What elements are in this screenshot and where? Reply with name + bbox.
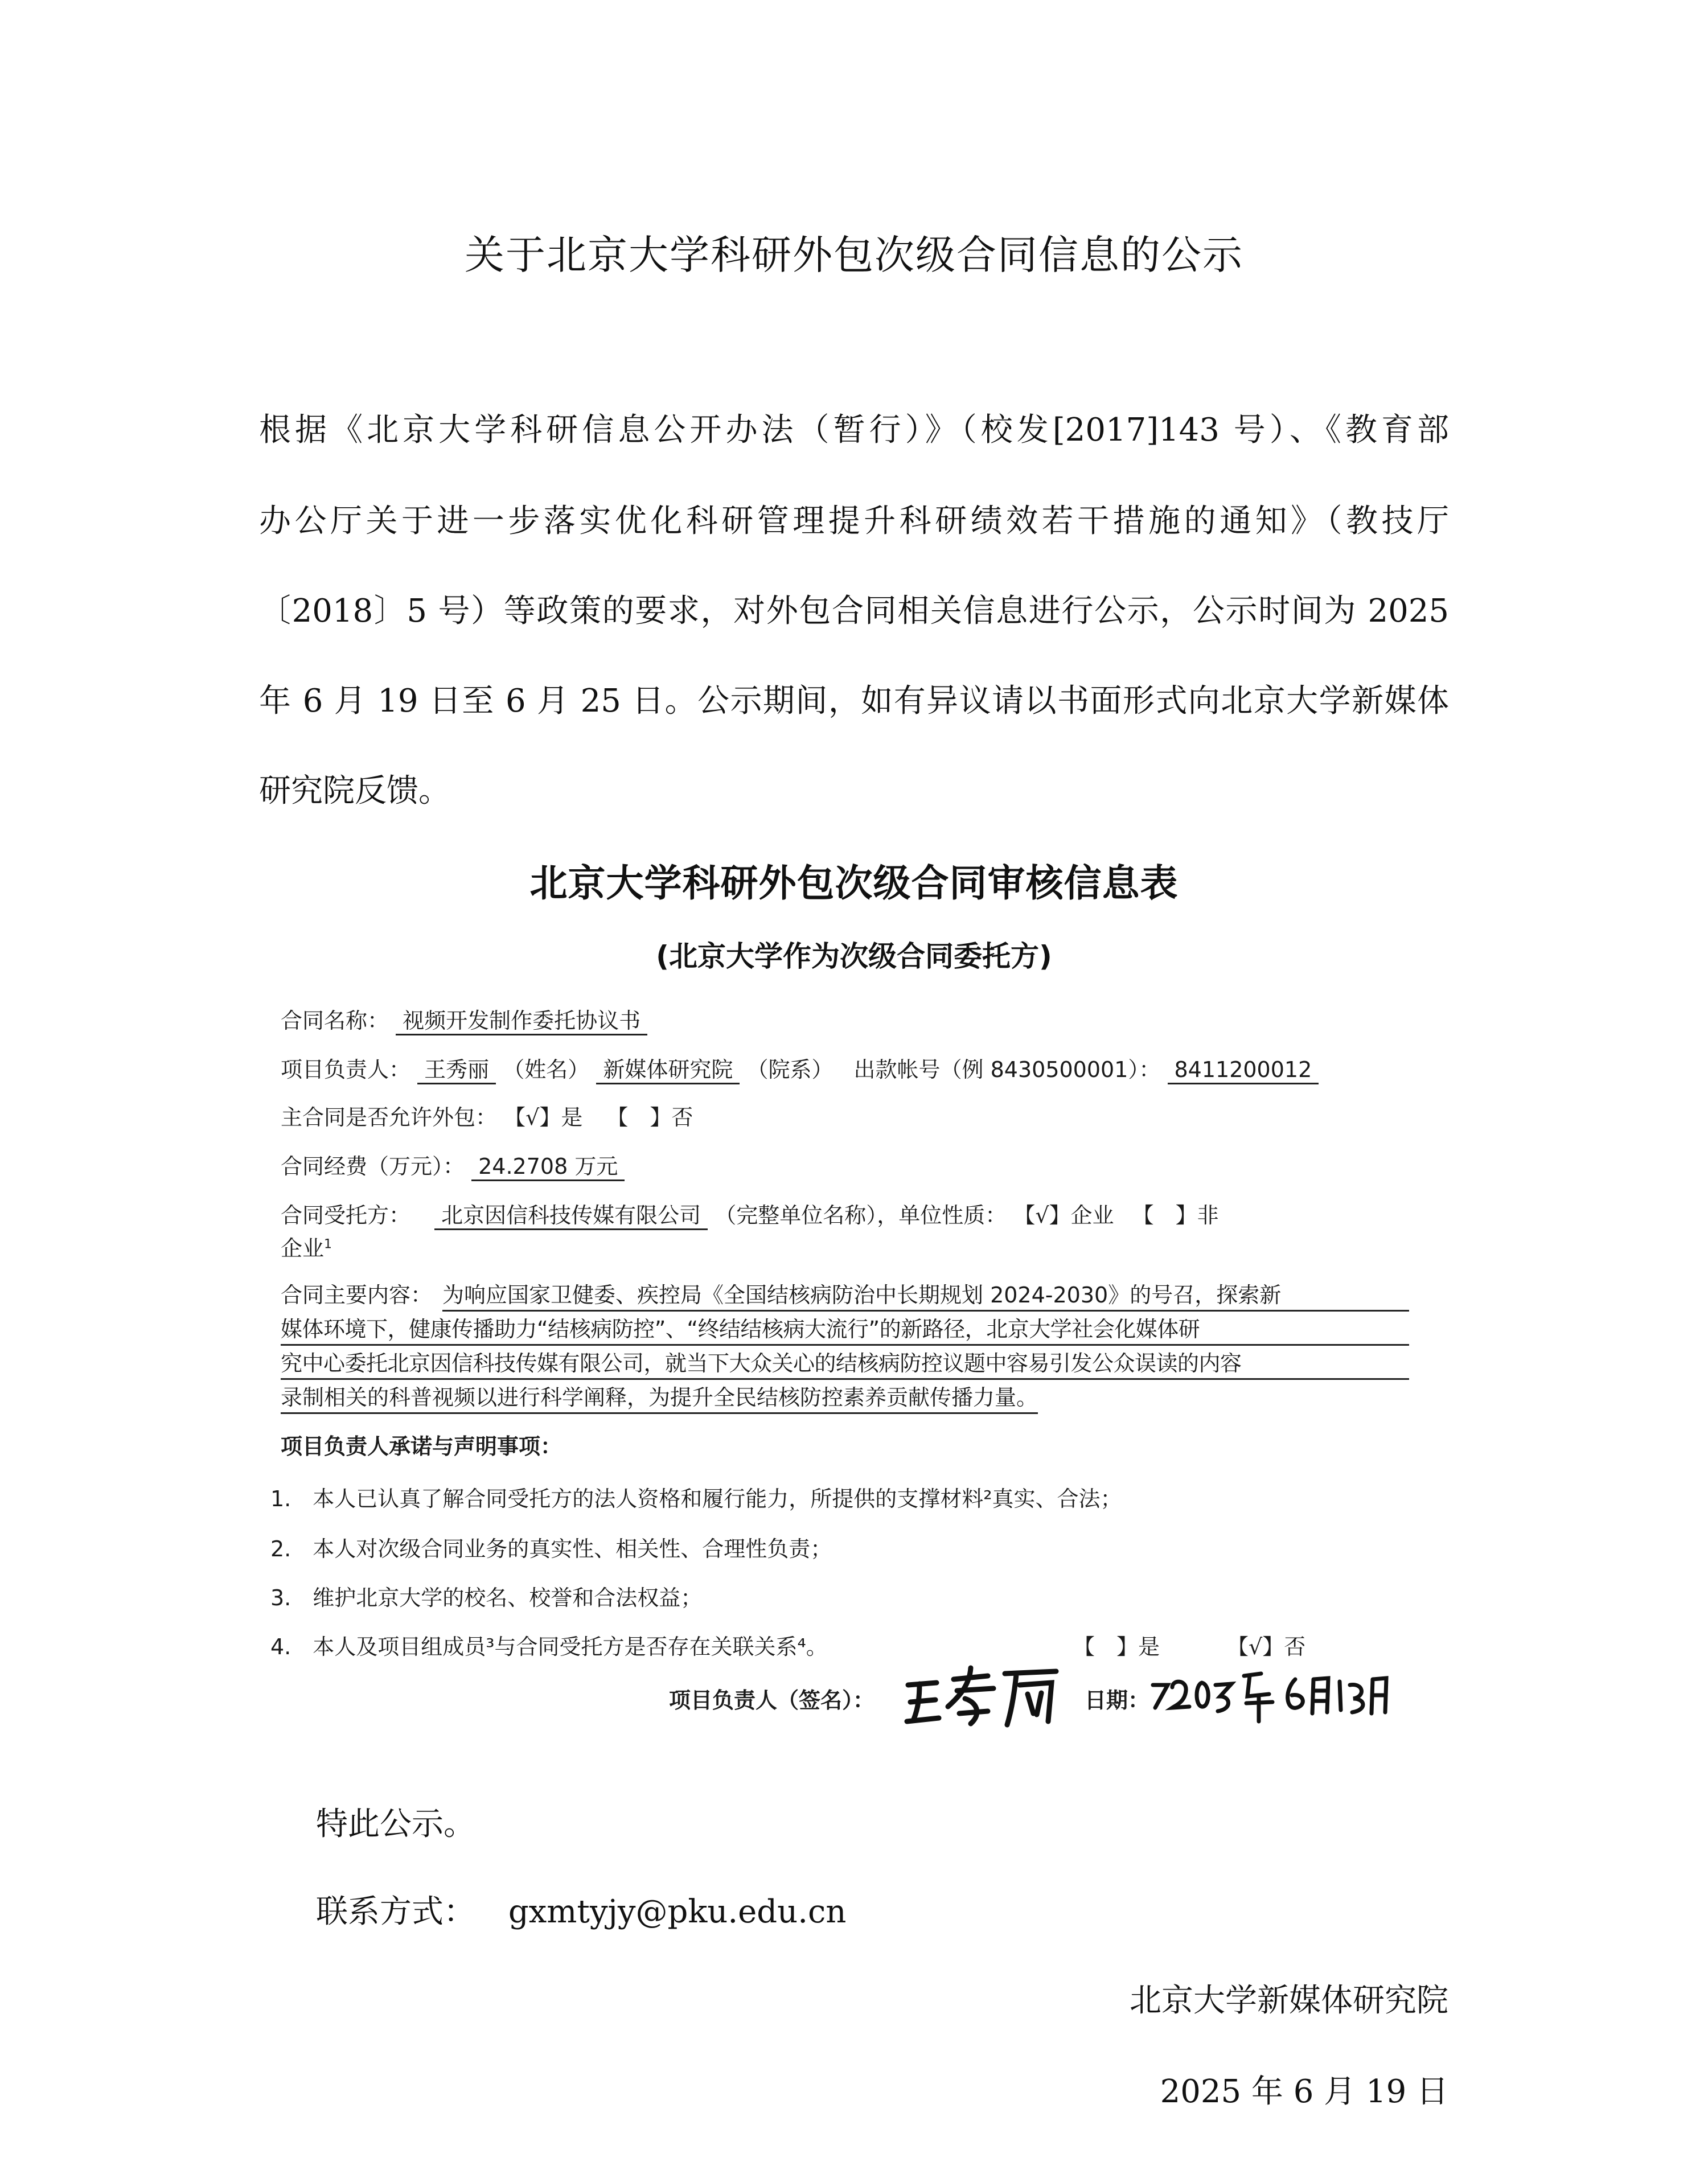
commit-item-2: 2. 本人对次级合同业务的真实性、相关性、合理性负责； <box>270 1536 832 1561</box>
pi-name: 王秀丽 <box>417 1057 496 1084</box>
allow-outsource-row <box>281 1100 693 1131</box>
issuing-organization: 北京大学新媒体研究院 <box>1130 1982 1448 2019</box>
account-label: 出款帐号（例 8430500001）： <box>853 1057 1161 1082</box>
funds-value: 24.2708 万元 <box>471 1154 625 1181</box>
paragraph-line-2: 办公厅关于进一步落实优化科研管理提升科研绩效若干措施的通知》（教技厅 <box>259 503 1449 540</box>
nature-non-checkbox: 【 】非 <box>1132 1203 1219 1228</box>
commit-item-4: 4. 本人及项目组成员³与合同受托方是否存在关联关系⁴。 <box>270 1634 828 1659</box>
entrusted-note: （完整单位名称），单位性质： <box>715 1203 1007 1228</box>
audit-form-scan <box>259 842 1449 1736</box>
allow-yes-checkbox: 【√】是 <box>504 1105 583 1130</box>
entrusted-label: 合同受托方： <box>281 1203 411 1228</box>
content-line-4: 录制相关的科普视频以进行科学阐释，为提升全民结核防控素养贡献传播力量。 <box>281 1380 1038 1414</box>
date-label: 日期： <box>1085 1688 1150 1713</box>
dept-label: （院系） <box>746 1057 834 1082</box>
contact-label: 联系方式： <box>316 1893 475 1930</box>
commit-heading: 项目负责人承诺与声明事项： <box>281 1434 563 1459</box>
entrusted-row-cont <box>281 1231 332 1262</box>
item4-yes-checkbox: 【 】是 <box>1073 1634 1160 1659</box>
pi-label: 项目负责人： <box>281 1057 411 1082</box>
issue-date: 2025 年 6 月 19 日 <box>1160 2073 1448 2110</box>
nature-enterprise-checkbox: 【√】企业 <box>1013 1203 1114 1228</box>
funds-label: 合同经费（万元）： <box>281 1154 465 1179</box>
contact-row <box>316 1886 846 1932</box>
page-title: 关于北京大学科研外包次级合同信息的公示 <box>465 232 1243 278</box>
signature-label: 项目负责人（签名）： <box>669 1688 875 1713</box>
pi-name-label: （姓名） <box>503 1057 590 1082</box>
entrusted-value: 北京因信科技传媒有限公司 <box>434 1203 708 1230</box>
item4-no-checkbox: 【√】否 <box>1227 1634 1306 1659</box>
form-title: 北京大学科研外包次级合同审核信息表 <box>529 861 1179 905</box>
contract-name-label: 合同名称： <box>281 1008 389 1033</box>
account-value: 8411200012 <box>1168 1057 1319 1084</box>
content-line-3: 究中心委托北京因信科技传媒有限公司，就当下大众关心的结核病防控议题中容易引发公众误读的内容 <box>281 1346 1409 1380</box>
paragraph-line-4: 年 6 月 19 日至 6 月 25 日。公示期间，如有异议请以书面形式向北京大学新媒体 <box>259 683 1449 720</box>
content-line-2: 媒体环境下，健康传播助力“结核病防控”、“终结结核病大流行”的新路径，北京大学社会化媒体研 <box>281 1312 1409 1346</box>
content-label: 合同主要内容： <box>281 1283 433 1308</box>
notice-closing: 特此公示。 <box>316 1806 475 1843</box>
content-line-1: 为响应国家卫健委、疾控局《全国结核病防治中长期规划 2024-2030》的号召，探索新 <box>442 1277 1409 1312</box>
handwritten-signature <box>902 1662 1062 1731</box>
paragraph-line-1: 根据《北京大学科研信息公开办法（暂行）》（校发[2017]143 号）、《教育部 <box>259 412 1449 449</box>
dept-value: 新媒体研究院 <box>596 1057 740 1084</box>
paragraph-line-3: 〔2018〕5 号）等政策的要求，对外包合同相关信息进行公示，公示时间为 2025 <box>259 593 1449 630</box>
commit-item-1: 1. 本人已认真了解合同受托方的法人资格和履行能力，所提供的支撑材料²真实、合法； <box>270 1486 1122 1511</box>
footnote-1: 1 <box>324 1237 332 1252</box>
contract-name-value: 视频开发制作委托协议书 <box>396 1008 647 1035</box>
funds-row <box>281 1149 625 1180</box>
contract-name-row <box>281 1003 647 1034</box>
entrusted-row <box>281 1198 1219 1229</box>
commit-item-3: 3. 维护北京大学的校名、校誉和合法权益； <box>270 1585 703 1610</box>
allow-no-checkbox: 【 】否 <box>606 1105 693 1130</box>
nature-non-enterprise: 企业 <box>281 1236 325 1261</box>
handwritten-date <box>1147 1662 1392 1725</box>
pi-row <box>281 1052 1319 1083</box>
allow-outsource-label: 主合同是否允许外包： <box>281 1105 498 1130</box>
paragraph-line-5: 研究院反馈。 <box>259 772 450 809</box>
form-subtitle: (北京大学作为次级合同委托方) <box>656 940 1052 973</box>
contact-email[interactable]: gxmtyjy@pku.edu.cn <box>508 1893 847 1930</box>
